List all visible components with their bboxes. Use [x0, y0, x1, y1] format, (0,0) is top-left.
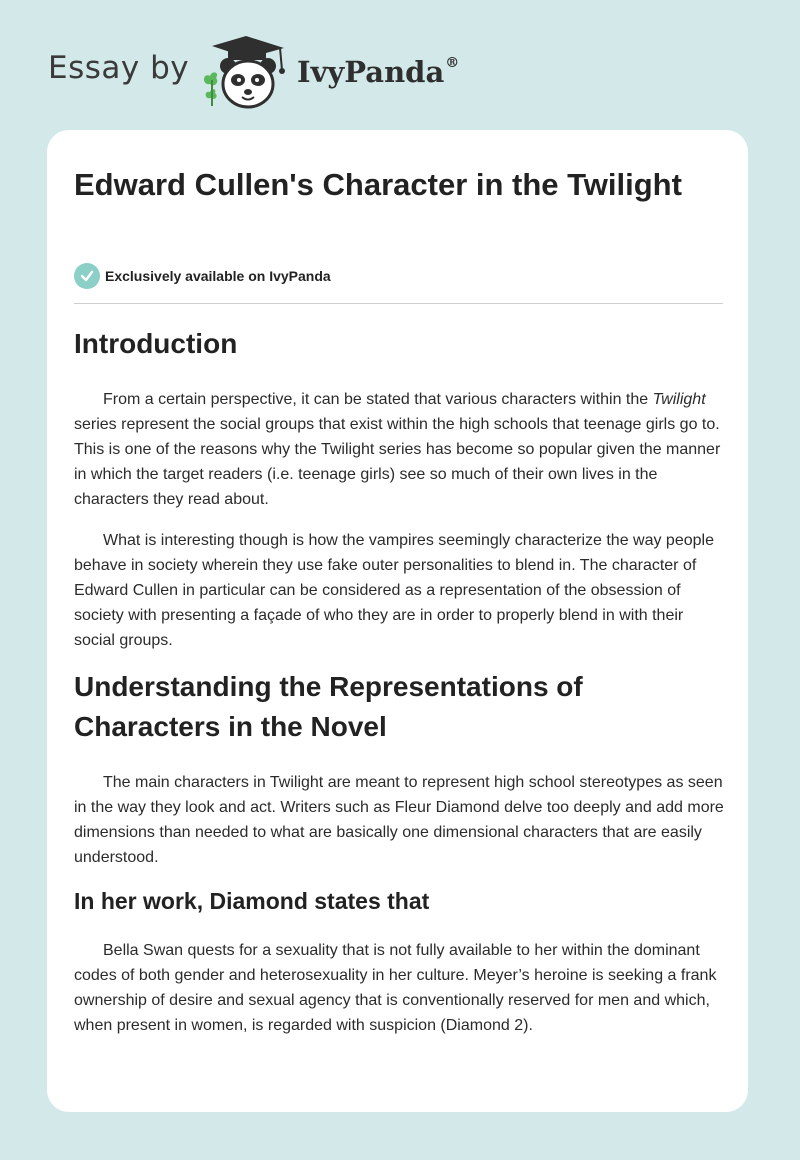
- essay-title: Edward Cullen's Character in the Twilight: [74, 167, 682, 202]
- essay-card: [47, 130, 748, 1112]
- registered-mark: ®: [445, 55, 460, 72]
- italic-title: Twilight: [652, 391, 706, 408]
- section-introduction: [74, 324, 724, 653]
- section-representations: [74, 667, 724, 870]
- paragraph-text: From a certain perspective, it can be stated that various characters within the: [103, 391, 653, 408]
- essay-by-label: Essay by: [48, 50, 190, 86]
- paragraph: What is interesting though is how the vampires seemingly characterize the way people behave in society wherein they use fake outer personalities to blend in. The character of Edward Cullen in particular can be considered as a representation of the obsession of society with presenting a façade of who they are in order to properly blend in with their social groups.: [74, 532, 714, 649]
- section-diamond: [74, 885, 724, 1038]
- exclusive-label: Exclusively available on IvyPanda: [105, 268, 331, 284]
- brand-name[interactable]: [297, 55, 459, 89]
- subsection-heading: In her work, Diamond states that: [74, 888, 430, 914]
- section-heading: Understanding the Representations of Characters in the Novel: [74, 671, 583, 742]
- paragraph: The main characters in Twilight are meant to represent high school stereotypes as seen in the way they look and act. Writers such as Fleur Diamond delve too deeply and add more dimensions than needed to what are basically one dimensional characters that are easily understood.: [74, 774, 724, 866]
- checkmark-icon: [74, 263, 100, 289]
- paragraph-text: series represent the social groups that exist within the high schools that teenage girls go to. This is one of the reasons why the Twilight series has become so popular given the manner in which the target readers (i.e. teenage girls) see so much of their own lives in the characters they read about.: [74, 416, 721, 508]
- panda-graduate-icon[interactable]: [200, 36, 292, 110]
- section-heading: Introduction: [74, 328, 238, 359]
- paragraph: Bella Swan quests for a sexuality that is not fully available to her within the dominant codes of both gender and heterosexuality in her culture. Meyer’s heroine is seeking a frank ownership of desire and sexual agency that is conventionally reserved for men and which, when present in women, is regarded with suspicion (Diamond 2).: [74, 942, 717, 1034]
- paragraph: [74, 387, 724, 512]
- exclusive-badge: [74, 262, 331, 290]
- brand-text: IvyPanda: [297, 55, 445, 89]
- site-header: [0, 0, 800, 128]
- divider: [74, 303, 723, 304]
